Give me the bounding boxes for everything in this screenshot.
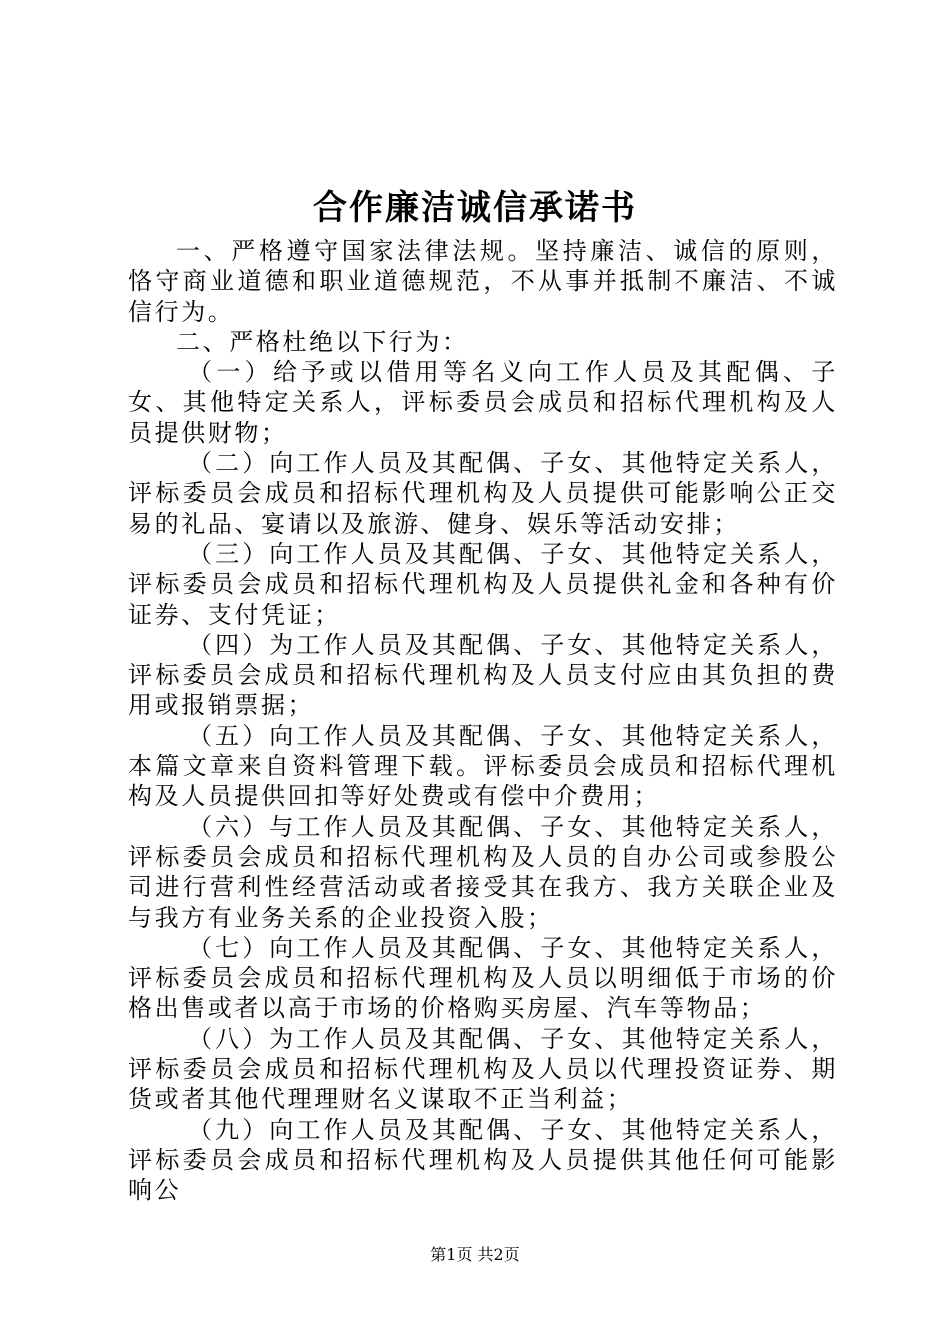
document-title: 合作廉洁诚信承诺书 <box>313 188 637 228</box>
paragraph-item-7: （七）向工作人员及其配偶、子女、其他特定关系人，评标委员会成员和招标代理机构及人员以明细低于市场的价格出售或者以高于市场的价格购买房屋、汽车等物品； <box>128 933 838 1023</box>
paragraph-item-3: （三）向工作人员及其配偶、子女、其他特定关系人，评标委员会成员和招标代理机构及人员提供礼金和各种有价证券、支付凭证； <box>128 539 838 629</box>
paragraph-item-4: （四）为工作人员及其配偶、子女、其他特定关系人，评标委员会成员和招标代理机构及人员支付应由其负担的费用或报销票据； <box>128 630 838 720</box>
paragraph-item-8: （八）为工作人员及其配偶、子女、其他特定关系人，评标委员会成员和招标代理机构及人员以代理投资证券、期货或者其他代理理财名义谋取不正当利益； <box>128 1024 838 1114</box>
paragraph-2: 二、严格杜绝以下行为： <box>176 327 469 356</box>
document-body <box>128 236 838 1206</box>
paragraph-item-2: （二）向工作人员及其配偶、子女、其他特定关系人，评标委员会成员和招标代理机构及人员提供可能影响公正交易的礼品、宴请以及旅游、健身、娱乐等活动安排； <box>128 449 838 538</box>
paragraph-item-9: （九）向工作人员及其配偶、子女、其他特定关系人，评标委员会成员和招标代理机构及人员提供其他任何可能影响公 <box>128 1115 838 1205</box>
paragraph-1: 一、严格遵守国家法律法规。坚持廉洁、诚信的原则，恪守商业道德和职业道德规范，不从事并抵制不廉洁、不诚信行为。 <box>128 237 838 326</box>
paragraph-item-6: （六）与工作人员及其配偶、子女、其他特定关系人，评标委员会成员和招标代理机构及人员的自办公司或参股公司进行营利性经营活动或者接受其在我方、我方关联企业及与我方有业务关系的企业投资入股； <box>128 812 838 932</box>
paragraph-item-1: （一）给予或以借用等名义向工作人员及其配偶、子女、其他特定关系人，评标委员会成员和招标代理机构及人员提供财物； <box>128 358 838 447</box>
paragraph-item-5: （五）向工作人员及其配偶、子女、其他特定关系人，本篇文章来自资料管理下载。评标委员会成员和招标代理机构及人员提供回扣等好处费或有偿中介费用； <box>128 721 838 811</box>
page-footer: 第1页 共2页 <box>430 1245 520 1264</box>
